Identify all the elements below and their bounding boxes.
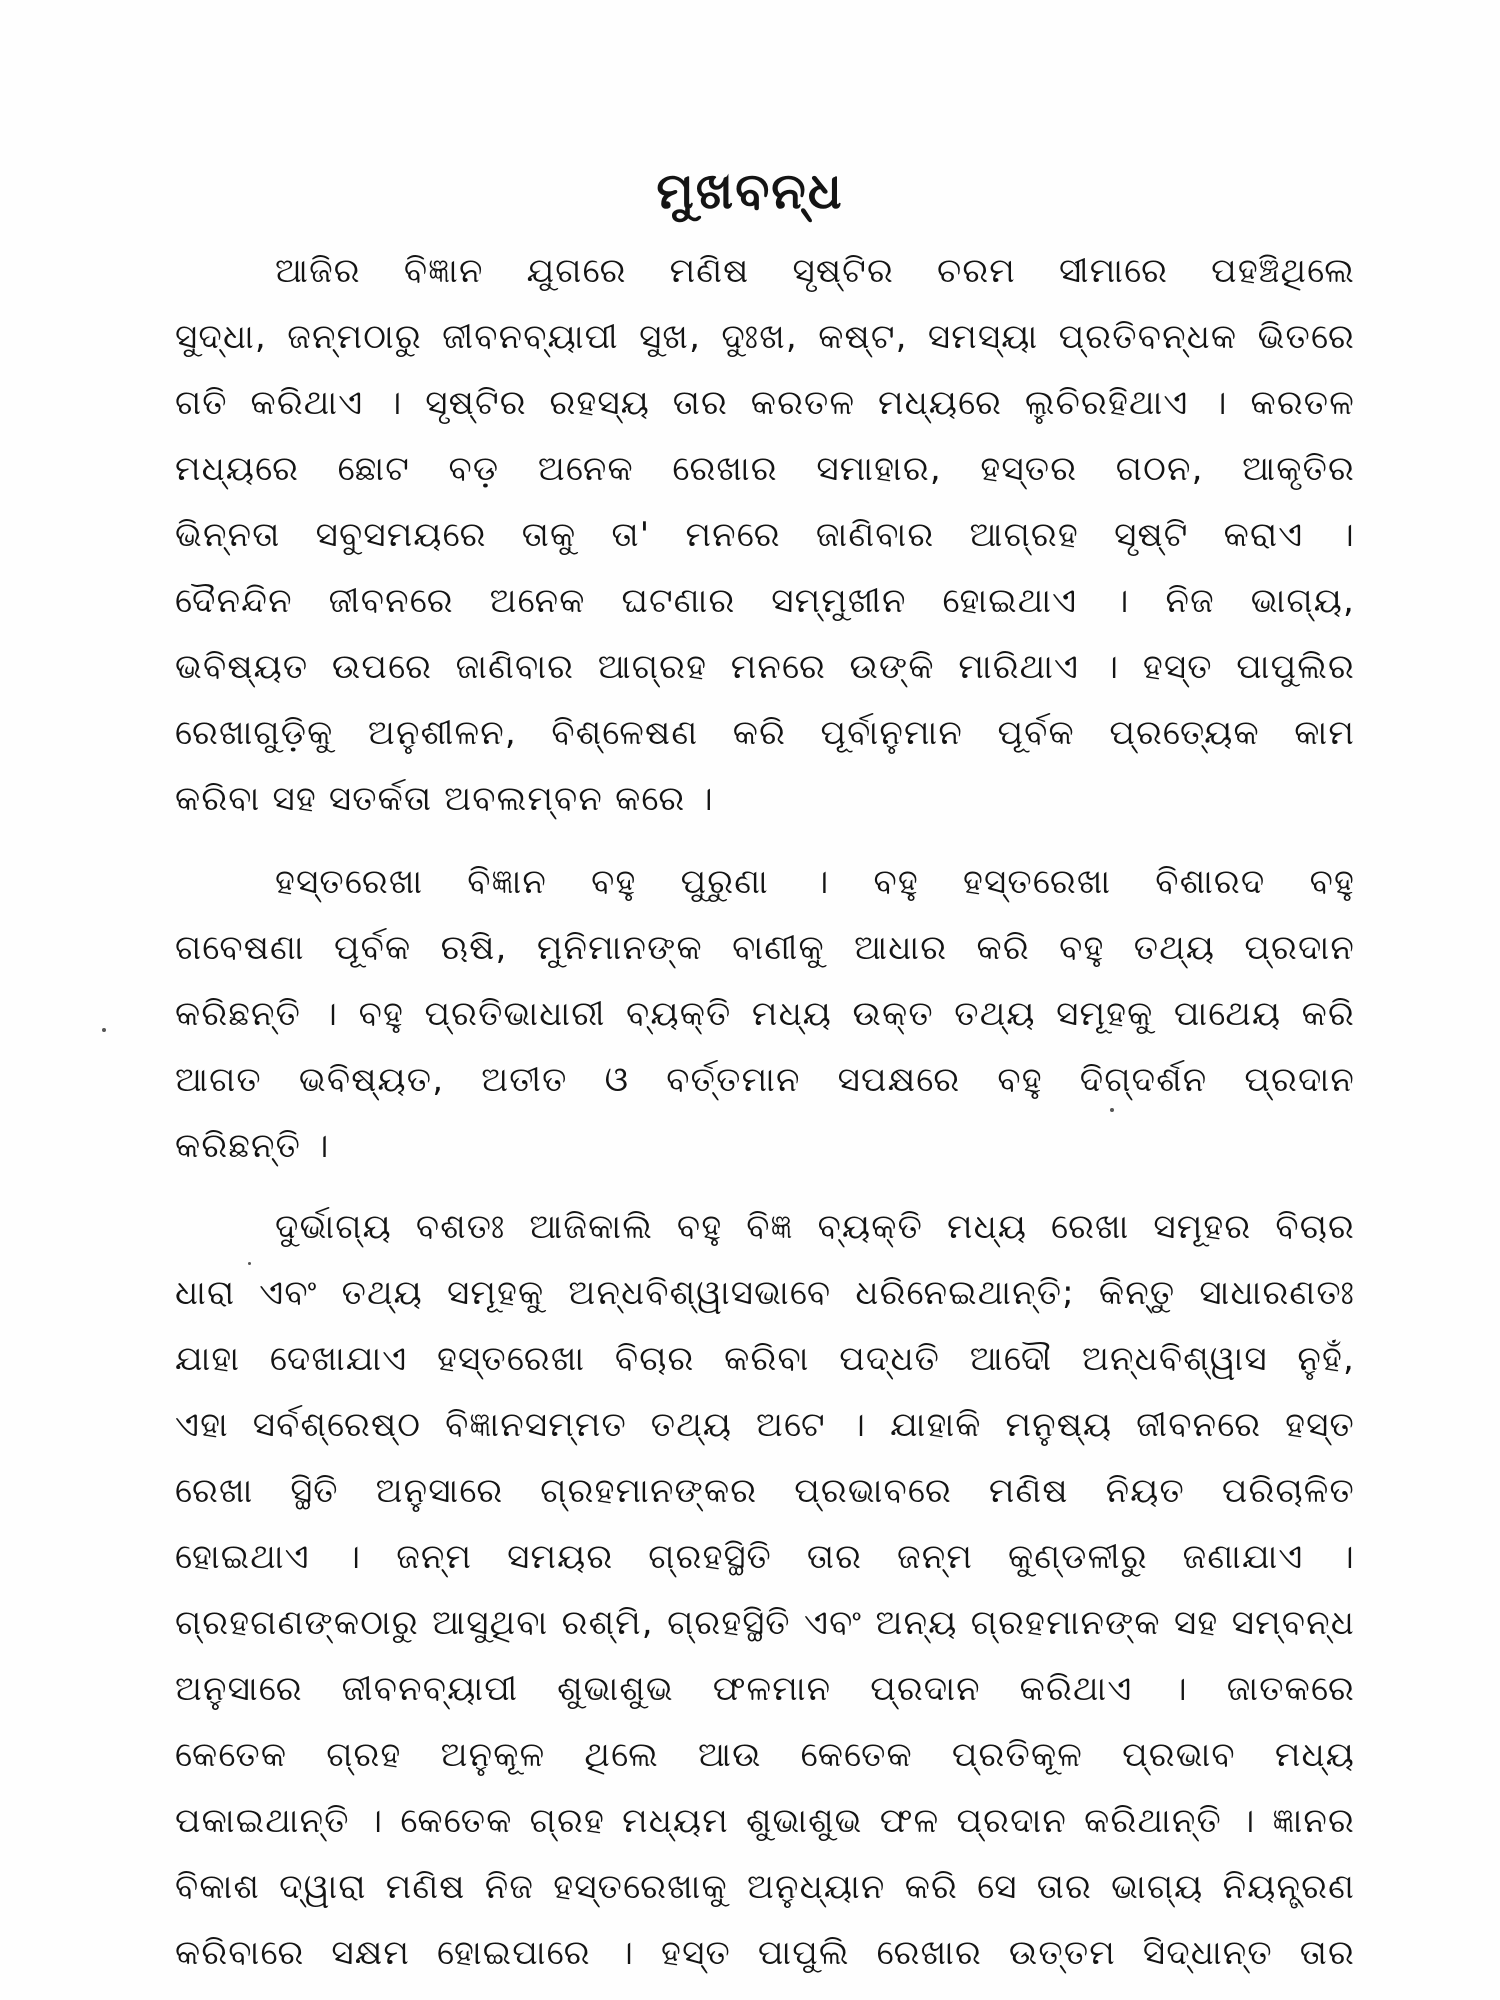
text-line: ଏହା ସର୍ବଶ୍ରେଷ୍ଠ ବିଜ୍ଞାନସମ୍ମତ ତଥ୍ୟ ଅଟେ । ଯାହାକି ମନୁଷ୍ୟ ଜୀବନରେ ହସ୍ତ [175, 1405, 1355, 1445]
text-line: କରିବାରେ ସକ୍ଷମ ହୋଇପାରେ । ହସ୍ତ ପାପୁଲି ରେଖାର ଉତ୍ତମ ସିଦ୍ଧାନ୍ତ ତାର [175, 1933, 1355, 1973]
text-line: ଦୁର୍ଭାଗ୍ୟ ବଶତଃ ଆଜିକାଲି ବହୁ ବିଜ୍ଞ ବ୍ୟକ୍ତି ମଧ୍ୟ ରେଖା ସମୂହର ବିଚାର [275, 1207, 1355, 1247]
text-line: ଦୈନନ୍ଦିନ ଜୀବନରେ ଅନେକ ଘଟଣାର ସମ୍ମୁଖୀନ ହୋଇଥାଏ । ନିଜ ଭାଗ୍ୟ, [175, 581, 1355, 621]
text-line: ଗତି କରିଥାଏ । ସୃଷ୍ଟିର ରହସ୍ୟ ତାର କରତଳ ମଧ୍ୟରେ ଲୁଚିରହିଥାଏ । କରତଳ [175, 383, 1355, 423]
text-line: ଅନୁସାରେ ଜୀବନବ୍ୟାପୀ ଶୁଭାଶୁଭ ଫଳମାନ ପ୍ରଦାନ କରିଥାଏ । ଜାତକରେ [175, 1669, 1355, 1709]
text-line: ଗବେଷଣା ପୂର୍ବକ ଋଷି, ମୁନିମାନଙ୍କ ବାଣୀକୁ ଆଧାର କରି ବହୁ ତଥ୍ୟ ପ୍ରଦାନ [175, 928, 1355, 968]
scan-speck [1110, 1108, 1114, 1112]
text-line: ମଧ୍ୟରେ ଛୋଟ ବଡ଼ ଅନେକ ରେଖାର ସମାହାର, ହସ୍ତର ଗଠନ, ଆକୃତିର [175, 449, 1355, 489]
text-line: କେତେକ ଗ୍ରହ ଅନୁକୂଳ ଥିଲେ ଆଉ କେତେକ ପ୍ରତିକୂଳ ପ୍ରଭାବ ମଧ୍ୟ [175, 1735, 1355, 1775]
text-line: କରିବା ସହ ସତର୍କତା ଅବଲମ୍ବନ କରେ । [175, 779, 714, 819]
text-line: ଯାହା ଦେଖାଯାଏ ହସ୍ତରେଖା ବିଚାର କରିବା ପଦ୍ଧତି ଆଦୌ ଅନ୍ଧବିଶ୍ୱାସ ନୁହଁ, [175, 1339, 1355, 1379]
text-line: କରିଛନ୍ତି । ବହୁ ପ୍ରତିଭାଧାରୀ ବ୍ୟକ୍ତି ମଧ୍ୟ ଉକ୍ତ ତଥ୍ୟ ସମୂହକୁ ପାଥେୟ କରି [175, 994, 1355, 1034]
text-line: ବିକାଶ ଦ୍ୱାରା ମଣିଷ ନିଜ ହସ୍ତରେଖାକୁ ଅନୁଧ୍ୟାନ କରି ସେ ତାର ଭାଗ୍ୟ ନିୟନ୍ତ୍ରଣ [175, 1867, 1355, 1907]
page-title: ମୁଖବନ୍ଧ [656, 162, 844, 220]
text-line: ହୋଇଥାଏ । ଜନ୍ମ ସମୟର ଗ୍ରହସ୍ଥିତି ତାର ଜନ୍ମ କୁଣ୍ଡଳୀରୁ ଜଣାଯାଏ । [175, 1537, 1355, 1577]
text-line: ଆଗତ ଭବିଷ୍ୟତ, ଅତୀତ ଓ ବର୍ତ୍ତମାନ ସପକ୍ଷରେ ବହୁ ଦିଗ୍‌ଦର୍ଶନ ପ୍ରଦାନ [175, 1060, 1355, 1100]
text-line: ଆଜିର ବିଜ୍ଞାନ ଯୁଗରେ ମଣିଷ ସୃଷ୍ଟିର ଚରମ ସୀମାରେ ପହଞ୍ଚିଥିଲେ [275, 251, 1355, 291]
text-line: ଭବିଷ୍ୟତ ଉପରେ ଜାଣିବାର ଆଗ୍ରହ ମନରେ ଉଙ୍କି ମାରିଥାଏ । ହସ୍ତ ପାପୁଲିର [175, 647, 1355, 687]
paragraph-3 [175, 1194, 1355, 1986]
text-line: ସୁଦ୍ଧା, ଜନ୍ମଠାରୁ ଜୀବନବ୍ୟାପୀ ସୁଖ, ଦୁଃଖ, କଷ୍ଟ, ସମସ୍ୟା ପ୍ରତିବନ୍ଧକ ଭିତରେ [175, 317, 1355, 357]
text-line: ଭିନ୍ନତା ସବୁସମୟରେ ତାକୁ ତା' ମନରେ ଜାଣିବାର ଆଗ୍ରହ ସୃଷ୍ଟି କରାଏ । [175, 515, 1355, 555]
paragraph-1 [175, 238, 1355, 832]
text-line: ରେଖାଗୁଡ଼ିକୁ ଅନୁଶୀଳନ, ବିଶ୍ଳେଷଣ କରି ପୂର୍ବାନୁମାନ ପୂର୍ବକ ପ୍ରତ୍ୟେକ କାମ [175, 713, 1355, 753]
text-line: ପକାଇଥାନ୍ତି । କେତେକ ଗ୍ରହ ମଧ୍ୟମ ଶୁଭାଶୁଭ ଫଳ ପ୍ରଦାନ କରିଥାନ୍ତି । ଜ୍ଞାନର [175, 1801, 1355, 1841]
text-line: ରେଖା ସ୍ଥିତି ଅନୁସାରେ ଗ୍ରହମାନଙ୍କର ପ୍ରଭାବରେ ମଣିଷ ନିୟତ ପରିଚାଳିତ [175, 1471, 1355, 1511]
scan-speck [102, 1028, 106, 1032]
text-line: କରିଛନ୍ତି । [175, 1126, 330, 1166]
scan-speck [248, 1262, 251, 1265]
paragraph-2 [175, 849, 1355, 1179]
text-line: ହସ୍ତରେଖା ବିଜ୍ଞାନ ବହୁ ପୁରୁଣା । ବହୁ ହସ୍ତରେଖା ବିଶାରଦ ବହୁ [275, 862, 1355, 902]
text-line: ଧାରା ଏବଂ ତଥ୍ୟ ସମୂହକୁ ଅନ୍ଧବିଶ୍ୱାସଭାବେ ଧରିନେଇଥାନ୍ତି; କିନ୍ତୁ ସାଧାରଣତଃ [175, 1273, 1355, 1313]
text-line: ଗ୍ରହଗଣଙ୍କଠାରୁ ଆସୁଥିବା ରଶ୍ମି, ଗ୍ରହସ୍ଥିତି ଏବଂ ଅନ୍ୟ ଗ୍ରହମାନଙ୍କ ସହ ସମ୍ବନ୍ଧ [175, 1603, 1355, 1643]
